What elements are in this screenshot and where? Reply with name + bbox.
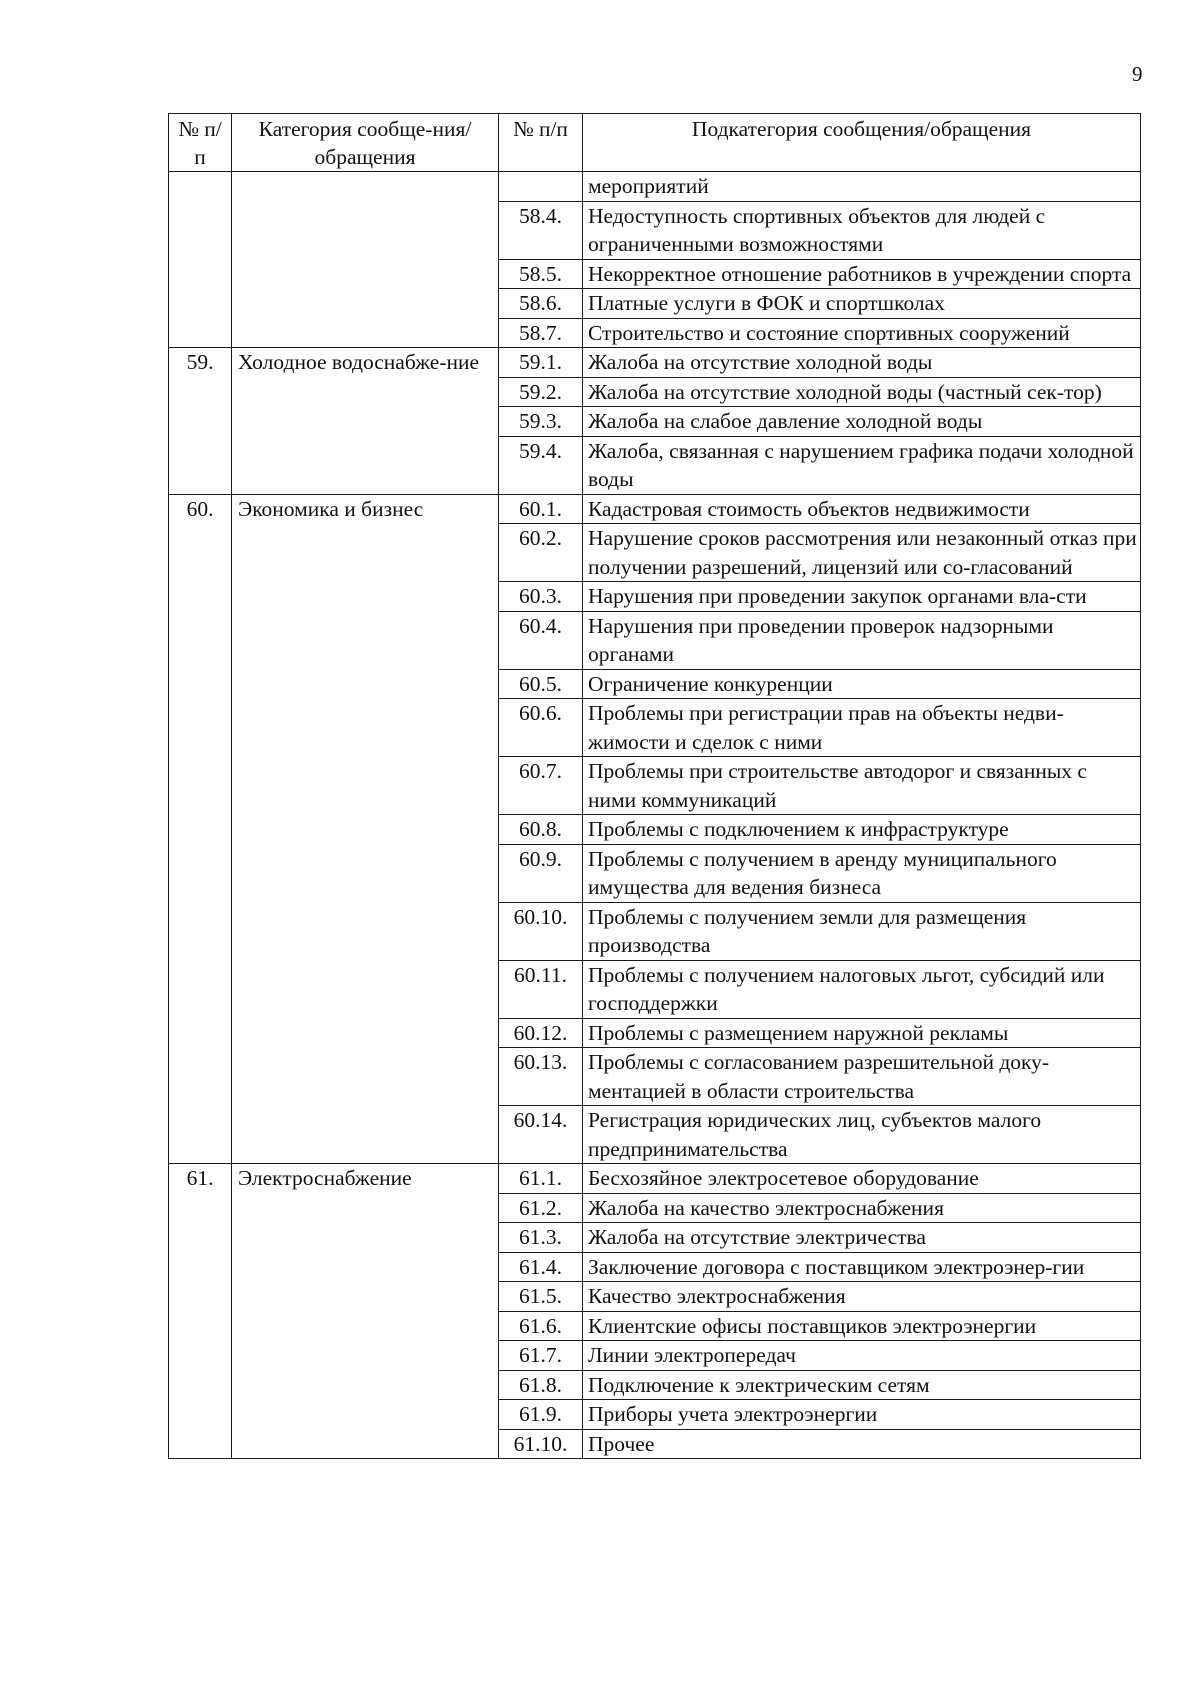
subcategory-number: 59.4.: [499, 436, 583, 494]
subcategory-text: Заключение договора с поставщиком электроэнер-гии: [583, 1252, 1141, 1282]
category-name: Холодное водоснабже-ние: [232, 348, 499, 495]
subcategory-number: 58.4.: [499, 201, 583, 259]
subcategory-text: Проблемы с подключением к инфраструктуре: [583, 815, 1141, 845]
subcategory-text: Проблемы с согласованием разрешительной доку-ментацией в области строительства: [583, 1048, 1141, 1106]
subcategory-text: Нарушение сроков рассмотрения или незаконный отказ при получении разрешений, лицензий или со-гласований: [583, 524, 1141, 582]
subcategory-number: 59.2.: [499, 377, 583, 407]
subcategory-number: 61.6.: [499, 1311, 583, 1341]
subcategory-number: 58.6.: [499, 289, 583, 319]
subcategory-number: 61.8.: [499, 1370, 583, 1400]
page-number: 9: [1132, 62, 1143, 86]
subcategory-text: Проблемы с получением земли для размещения производства: [583, 902, 1141, 960]
subcategory-text: Жалоба на отсутствие холодной воды (частный сек-тор): [583, 377, 1141, 407]
subcategory-text: Жалоба на отсутствие холодной воды: [583, 348, 1141, 378]
subcategory-number: 61.3.: [499, 1223, 583, 1253]
subcategory-table: [168, 113, 1141, 1459]
subcategory-text: Ограничение конкуренции: [583, 669, 1141, 699]
table-header: [169, 114, 1141, 172]
subcategory-text: Платные услуги в ФОК и спортшколах: [583, 289, 1141, 319]
subcategory-text: Подключение к электрическим сетям: [583, 1370, 1141, 1400]
header-sub-num: № п/п: [499, 114, 583, 172]
subcategory-number: 60.2.: [499, 524, 583, 582]
subcategory-number: 58.7.: [499, 318, 583, 348]
subcategory-number: 61.9.: [499, 1400, 583, 1430]
subcategory-number: [499, 172, 583, 202]
subcategory-text: Линии электропередач: [583, 1341, 1141, 1371]
category-name: Электроснабжение: [232, 1164, 499, 1459]
header-row: [169, 114, 1141, 172]
subcategory-number: 59.1.: [499, 348, 583, 378]
subcategory-text: Жалоба на слабое давление холодной воды: [583, 407, 1141, 437]
subcategory-number: 60.6.: [499, 699, 583, 757]
category-name: [232, 172, 499, 348]
subcategory-text: Жалоба на качество электроснабжения: [583, 1193, 1141, 1223]
subcategory-text: Жалоба, связанная с нарушением графика подачи холодной воды: [583, 436, 1141, 494]
subcategory-text: Нарушения при проведении закупок органами вла-сти: [583, 582, 1141, 612]
subcategory-text: мероприятий: [583, 172, 1141, 202]
subcategory-text: Приборы учета электроэнергии: [583, 1400, 1141, 1430]
subcategory-number: 60.4.: [499, 611, 583, 669]
subcategory-text: Нарушения при проведении проверок надзорными органами: [583, 611, 1141, 669]
table-row: [169, 172, 1141, 202]
subcategory-number: 60.11.: [499, 960, 583, 1018]
subcategory-text: Бесхозяйное электросетевое оборудование: [583, 1164, 1141, 1194]
subcategory-text: Недоступность спортивных объектов для людей с ограниченными возможностями: [583, 201, 1141, 259]
table-body: [169, 172, 1141, 1459]
subcategory-text: Жалоба на отсутствие электричества: [583, 1223, 1141, 1253]
category-name: Экономика и бизнес: [232, 494, 499, 1164]
table-row: [169, 348, 1141, 378]
subcategory-text: Клиентские офисы поставщиков электроэнергии: [583, 1311, 1141, 1341]
subcategory-text: Проблемы при регистрации прав на объекты недви-жимости и сделок с ними: [583, 699, 1141, 757]
category-number: [169, 172, 232, 348]
subcategory-number: 60.5.: [499, 669, 583, 699]
subcategory-number: 60.7.: [499, 757, 583, 815]
subcategory-number: 60.10.: [499, 902, 583, 960]
subcategory-number: 60.8.: [499, 815, 583, 845]
subcategory-number: 58.5.: [499, 259, 583, 289]
subcategory-text: Некорректное отношение работников в учреждении спорта: [583, 259, 1141, 289]
subcategory-number: 61.7.: [499, 1341, 583, 1371]
header-category: Категория сообще-ния/обращения: [232, 114, 499, 172]
subcategory-number: 61.4.: [499, 1252, 583, 1282]
category-number: 59.: [169, 348, 232, 495]
subcategory-text: Проблемы с получением в аренду муниципального имущества для ведения бизнеса: [583, 844, 1141, 902]
subcategory-number: 60.9.: [499, 844, 583, 902]
category-number: 61.: [169, 1164, 232, 1459]
table-row: [169, 1164, 1141, 1194]
header-num: № п/п: [169, 114, 232, 172]
subcategory-number: 60.14.: [499, 1106, 583, 1164]
subcategory-text: Прочее: [583, 1429, 1141, 1459]
table-row: [169, 494, 1141, 524]
subcategory-number: 59.3.: [499, 407, 583, 437]
category-number: 60.: [169, 494, 232, 1164]
subcategory-number: 61.2.: [499, 1193, 583, 1223]
header-subcategory: Подкатегория сообщения/обращения: [583, 114, 1141, 172]
subcategory-number: 60.3.: [499, 582, 583, 612]
subcategory-number: 61.1.: [499, 1164, 583, 1194]
subcategory-text: Качество электроснабжения: [583, 1282, 1141, 1312]
subcategory-number: 60.1.: [499, 494, 583, 524]
subcategory-number: 61.10.: [499, 1429, 583, 1459]
subcategory-text: Регистрация юридических лиц, субъектов малого предпринимательства: [583, 1106, 1141, 1164]
subcategory-text: Строительство и состояние спортивных сооружений: [583, 318, 1141, 348]
subcategory-text: Проблемы при строительстве автодорог и связанных с ними коммуникаций: [583, 757, 1141, 815]
subcategory-number: 60.12.: [499, 1018, 583, 1048]
subcategory-text: Проблемы с размещением наружной рекламы: [583, 1018, 1141, 1048]
subcategory-number: 61.5.: [499, 1282, 583, 1312]
subcategory-text: Проблемы с получением налоговых льгот, субсидий или господдержки: [583, 960, 1141, 1018]
subcategory-text: Кадастровая стоимость объектов недвижимости: [583, 494, 1141, 524]
subcategory-number: 60.13.: [499, 1048, 583, 1106]
